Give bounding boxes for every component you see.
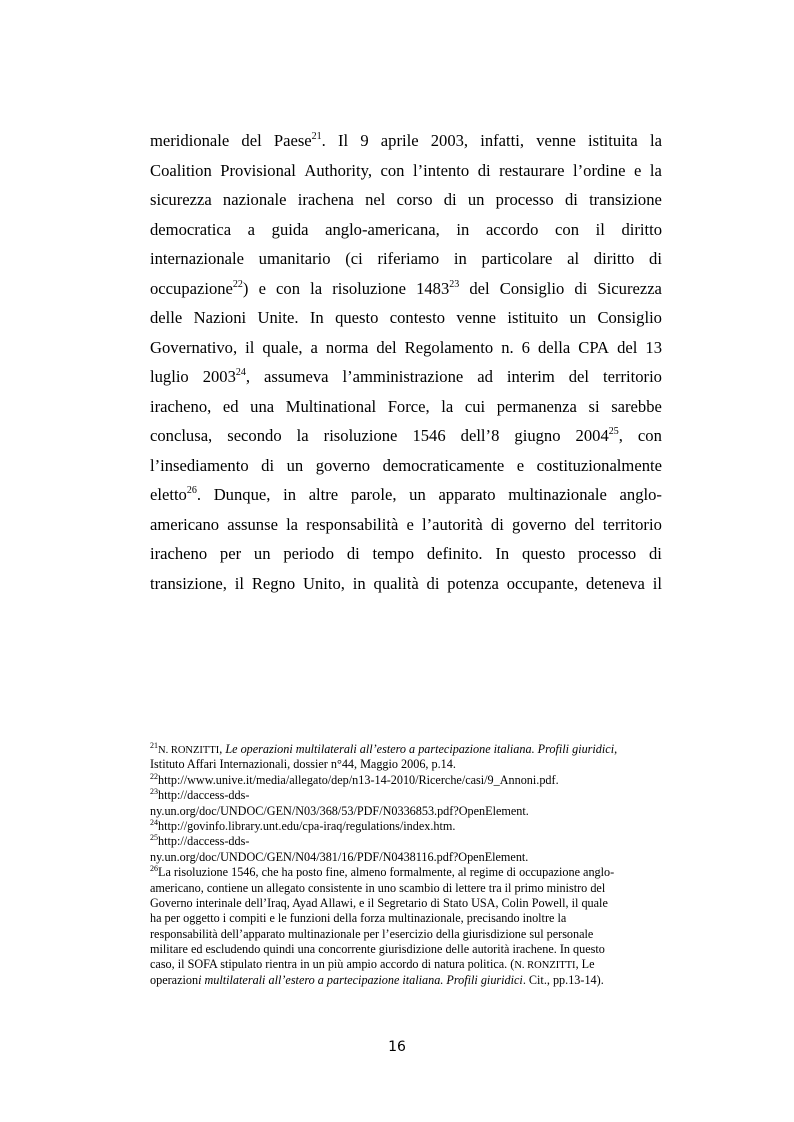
footnote-ref-26[interactable]: 26 [186, 485, 197, 496]
footnote-26-cont: operazioni multilaterali all’estero a partecipazione italiana. Profili giuridici. Cit., pp.13-14). [150, 972, 604, 987]
footnote-26-cont: caso, il SOFA stipulato rientra in un più ampio accordo di natura politica. (N. RONZITTI, Le [150, 957, 595, 972]
footnote-link[interactable]: http://daccess-dds- [158, 788, 250, 803]
body-line-12: l’insediamento di un governo democraticamente e costituzionalmente [150, 455, 662, 475]
footnote-author: N. RONZITTI [514, 960, 576, 972]
footnote-26: $^{26}$La risoluzione 1546, che ha posto fine, almeno formalmente, al regime di occupazione anglo- [150, 864, 615, 880]
body-line-5: internazionale umanitario (ci riferiamo in particolare al diritto di [150, 249, 662, 268]
footnote-number: 25 [150, 833, 158, 843]
footnote-number: 21 [150, 741, 158, 750]
footnote-title: Le operazioni multilaterali all’estero a partecipazione italiana. Profili giuridici [225, 742, 615, 756]
body-line-14: americano assunse la responsabilità e l’autorità di governo del territorio [150, 514, 662, 534]
main-paragraph [150, 126, 662, 598]
body-line-15: iracheno per un periodo di tempo definito. In questo processo di [150, 544, 662, 563]
body-line-4: democratica a guida anglo-americana, in accordo con il diritto [150, 219, 662, 239]
body-line-9: luglio 2003$^{24}$, assumeva l’amministrazione ad interim del territorio [150, 367, 662, 386]
footnote-26-cont: ha per oggetto i compiti e le funzioni della forza multinazionale, precisando inoltre la [150, 911, 567, 926]
footnote-23 [150, 788, 662, 803]
footnote-26-cont: responsabilità dell’apparato multinazionale per l’esercizio della giurisdizione sul personale [150, 926, 594, 941]
body-line-6: occupazione$^{22}$) e con la risoluzione 1483$^{23}$ del Consiglio di Sicurezza [150, 278, 662, 298]
footnote-author: N. RONZITTI [158, 745, 220, 756]
footnote-link[interactable]: http://daccess-dds- [158, 834, 250, 849]
footnote-link[interactable]: http://www.unive.it/media/allegato/dep/n13-14-2010/Ricerche/casi/9_Annoni.pdf. [158, 772, 559, 787]
body-line-16: transizione, il Regno Unito, in qualità di potenza occupante, deteneva il [150, 573, 662, 593]
footnote-26-cont: militare ed escludendo quindi una concorrente giurisdizione delle autorità irachene. In questo [150, 942, 605, 957]
footnote-number: 24 [150, 817, 158, 827]
body-line-10: iracheno, ed una Multinational Force, la cui permanenza si sarebbe [150, 396, 662, 416]
footnote-25-cont [150, 850, 662, 865]
footnote-ref-21[interactable]: 21 [311, 131, 322, 142]
footnote-number: 23 [150, 787, 158, 797]
footnote-link[interactable]: http://govinfo.library.unt.edu/cpa-iraq/regulations/index.htm. [158, 818, 456, 833]
body-line-8: Governativo, il quale, a norma del Regolamento n. 6 della CPA del 13 [150, 337, 662, 357]
footnote-ref-22[interactable]: 22 [232, 278, 243, 290]
footnotes [150, 742, 662, 988]
footnote-25 [150, 834, 662, 849]
footnote-ref-25[interactable]: 25 [608, 426, 619, 437]
page-number: 16 [388, 1039, 406, 1055]
body-line-7: delle Nazioni Unite. In questo contesto venne istituito un Consiglio [150, 308, 662, 327]
footnote-21-cont: Istituto Affari Internazionali, dossier n°44, Maggio 2006, p.14. [150, 757, 456, 772]
footnote-ref-23[interactable]: 23 [449, 278, 460, 290]
footnote-number: 26 [150, 864, 158, 874]
footnote-24 [150, 819, 662, 834]
footnote-ref-24[interactable]: 24 [235, 367, 246, 378]
footnote-21: $^{21}$N. RONZITTI, Le operazioni multilaterali all’estero a partecipazione italiana. Profili giuridici, [150, 741, 618, 756]
footnote-26-cont: americano, contiene un allegato consistente in uno scambio di lettere tra il primo ministro del [150, 880, 606, 895]
body-line-2: Coalition Provisional Authority, con l’intento di restaurare l’ordine e la [150, 160, 662, 180]
footnote-23-cont [150, 804, 662, 819]
body-line-3: sicurezza nazionale irachena nel corso di un processo di transizione [150, 190, 662, 209]
footnote-title: i multilaterali all’estero a partecipazione italiana. Profili giuridici [198, 972, 523, 987]
footnote-number: 22 [150, 771, 158, 781]
footnote-link[interactable]: ny.un.org/doc/UNDOC/GEN/N04/381/16/PDF/N0438116.pdf?OpenElement. [150, 849, 529, 864]
footnote-22 [150, 773, 662, 788]
body-line-13: eletto$^{26}$. Dunque, in altre parole, un apparato multinazionale anglo- [150, 485, 662, 504]
footnote-26-cont: Governo interinale dell’Iraq, Ayad Allawi, e il Segretario di Stato USA, Colin Powell, il quale [150, 895, 608, 910]
body-line-11: conclusa, secondo la risoluzione 1546 dell’8 giugno 2004$^{25}$, con [150, 426, 662, 445]
footnote-link[interactable]: ny.un.org/doc/UNDOC/GEN/N03/368/53/PDF/N0336853.pdf?OpenElement. [150, 803, 529, 818]
body-line-1: meridionale del Paese$^{21}$. Il 9 aprile 2003, infatti, venne istituita la [150, 131, 662, 150]
